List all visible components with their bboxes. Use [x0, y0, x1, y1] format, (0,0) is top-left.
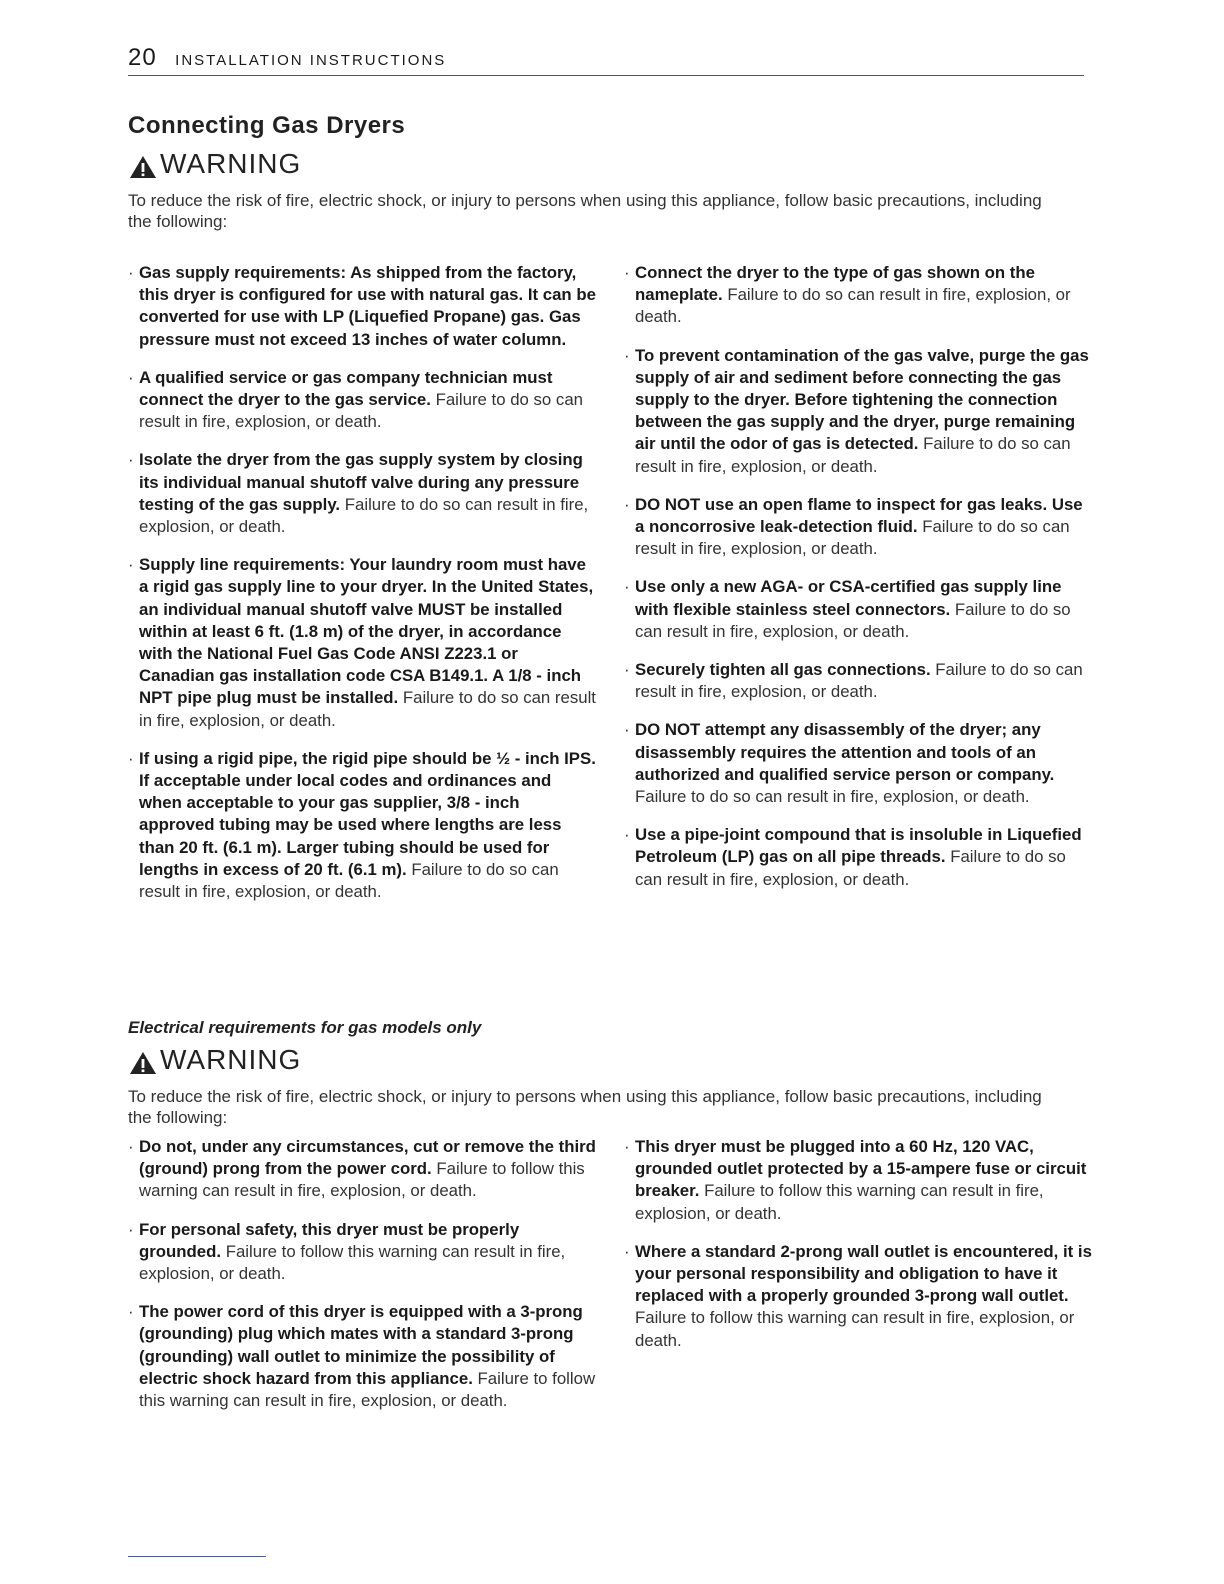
- footer-divider: [128, 1556, 266, 1557]
- electrical-left-column: [128, 1136, 598, 1428]
- list-item: · Isolate the dryer from the gas supply system by closing its individual manual shutoff valve during any pressure testing of the gas supply. Failure to do so can result in fire, explosion, or death.: [128, 450, 589, 537]
- list-item: · Securely tighten all gas connections. Failure to do so can result in fire, explosion, or death.: [624, 660, 1083, 702]
- gas-left-column: [128, 262, 598, 919]
- list-item: · To prevent contamination of the gas valve, purge the gas supply of air and sediment before connecting the gas supply to the dryer. Before tightening the connection between the gas supply and the dryer, purge remaining air until the odor of gas is detected. Failure to do so can result in fire, explosion, or death.: [624, 345, 1089, 476]
- electrical-subheading: Electrical requirements for gas models only: [128, 1018, 482, 1037]
- page-title: Connecting Gas Dryers: [128, 112, 406, 139]
- list-item: · DO NOT use an open flame to inspect for gas leaks. Use a noncorrosive leak-detection fluid. Failure to do so can result in fire, explosion, or death.: [624, 494, 1083, 559]
- list-item: · Use a pipe-joint compound that is insoluble in Liquefied Petroleum (LP) gas on all pipe threads. Failure to do so can result in fire, explosion, or death.: [624, 825, 1082, 889]
- list-item: · Connect the dryer to the type of gas shown on the nameplate. Failure to do so can result in fire, explosion, or death.: [624, 263, 1071, 327]
- list-item: · Use only a new AGA- or CSA-certified gas supply line with flexible stainless steel connectors. Failure to do so can result in fire, explosion, or death.: [624, 577, 1071, 641]
- list-item: · A qualified service or gas company technician must connect the dryer to the gas service. Failure to do so can result in fire, explosion, or death.: [128, 367, 583, 432]
- warning-triangle-icon: [128, 154, 158, 180]
- warning-intro: To reduce the risk of fire, electric shock, or injury to persons when using this appliance, follow basic precautions, including the following:: [128, 191, 1042, 231]
- warning-heading: [128, 1044, 301, 1076]
- page-number: 20: [128, 44, 157, 71]
- page-header: [128, 44, 1084, 76]
- list-item: · Gas supply requirements: As shipped from the factory, this dryer is configured for use with natural gas. It can be converted for use with LP (Liquefied Propane) gas. Gas pressure must not exceed 13 inches of water column.: [128, 263, 596, 349]
- electrical-right-column: [624, 1136, 1094, 1368]
- gas-right-column: [624, 262, 1094, 907]
- list-item: · DO NOT attempt any disassembly of the dryer; any disassembly requires the attention and tools of an authorized and qualified service person or company. Failure to do so can result in fire, explosion, or death.: [624, 720, 1055, 807]
- list-item: · Do not, under any circumstances, cut or remove the third (ground) prong from the power cord. Failure to follow this warning can result in fire, explosion, or death.: [128, 1137, 596, 1201]
- warning-heading: [128, 148, 301, 180]
- warning-intro: To reduce the risk of fire, electric shock, or injury to persons when using this appliance, follow basic precautions, including the following:: [128, 1087, 1042, 1127]
- list-item: · For personal safety, this dryer must be properly grounded. Failure to follow this warning can result in fire, explosion, or death.: [128, 1219, 566, 1284]
- section-title: INSTALLATION INSTRUCTIONS: [175, 52, 447, 69]
- list-item: · The power cord of this dryer is equipped with a 3-prong (grounding) plug which mates with a standard 3-prong (grounding) wall outlet to minimize the possibility of electric shock hazard from this appliance. Failure to follow this warning can result in fire, explosion, or death.: [128, 1302, 596, 1411]
- list-item: · If using a rigid pipe, the rigid pipe should be ½ - inch IPS. If acceptable under local codes and ordinances and when acceptable to your gas supplier, 3/8 - inch approved tubing may be used where lengths are less than 20 ft. (6.1 m). Larger tubing should be used for lengths in excess of 20 ft. (6.1 m). Failure to do so can result in fire, explosion, or death.: [128, 748, 596, 902]
- warning-label: WARNING: [160, 1044, 302, 1075]
- list-item: · This dryer must be plugged into a 60 Hz, 120 VAC, grounded outlet protected by a 15-ampere fuse or circuit breaker. Failure to follow this warning can result in fire, explosion, or death.: [624, 1137, 1087, 1223]
- list-item: · Supply line requirements: Your laundry room must have a rigid gas supply line to your dryer. In the United States, an individual manual shutoff valve MUST be installed within at least 6 ft. (1.8 m) of the dryer, in accordance with the National Fuel Gas Code ANSI Z223.1 or Canadian gas installation code CSA B149.1. A 1/8 - inch NPT pipe plug must be installed. Failure to do so can result in fire, explosion, or death.: [128, 555, 596, 730]
- warning-label: WARNING: [160, 148, 302, 179]
- warning-triangle-icon: [128, 1050, 158, 1076]
- list-item: · Where a standard 2-prong wall outlet is encountered, it is your personal responsibility and obligation to have it replaced with a properly grounded 3-prong wall outlet. Failure to follow this warning can result in fire, explosion, or death.: [624, 1241, 1092, 1350]
